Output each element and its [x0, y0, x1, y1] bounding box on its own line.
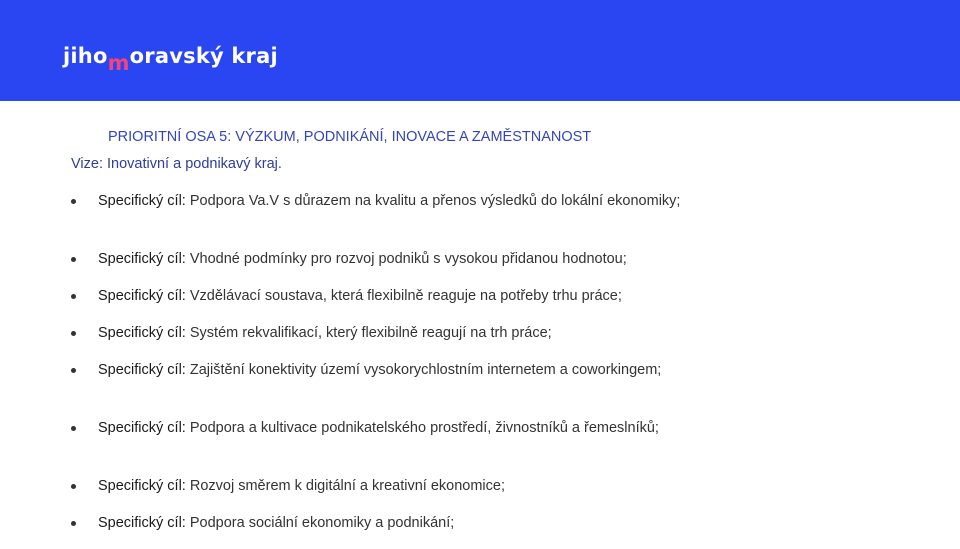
goal-label: Specifický cíl: — [98, 325, 186, 341]
list-item — [70, 475, 692, 497]
goal-label: Specifický cíl: — [98, 515, 186, 531]
bullet-icon — [71, 521, 76, 526]
goal-text: Vzdělávací soustava, která flexibilně reaguje na potřeby trhu práce; — [185, 288, 622, 304]
bullet-icon — [71, 257, 76, 262]
goal-label: Specifický cíl: — [98, 478, 186, 494]
goal-label: Specifický cíl: — [98, 362, 186, 378]
logo-text-start: jiho — [63, 44, 108, 68]
goal-text: Zajištění konektivity území vysokorychlostním internetem a coworkingem; — [185, 362, 662, 378]
logo-text-end: oravský kraj — [129, 44, 278, 68]
goal-label: Specifický cíl: — [98, 288, 186, 304]
list-item — [70, 285, 692, 307]
goals-list — [70, 190, 710, 549]
vision-statement: Vize: Inovativní a podnikavý kraj. — [71, 156, 282, 172]
goal-label: Specifický cíl: — [98, 251, 186, 267]
goal-text: Vhodné podmínky pro rozvoj podniků s vysokou přidanou hodnotou; — [185, 251, 627, 267]
list-item — [70, 322, 692, 344]
goal-text: Podpora Va.V s důrazem na kvalitu a přenos výsledků do lokální ekonomiky; — [185, 193, 681, 209]
goal-label: Specifický cíl: — [98, 193, 186, 209]
goal-text: Podpora sociální ekonomiky a podnikání; — [185, 515, 455, 531]
list-item — [70, 359, 692, 403]
header-banner — [0, 0, 960, 101]
list-item — [70, 248, 692, 270]
bullet-icon — [71, 199, 76, 204]
bullet-icon — [71, 294, 76, 299]
bullet-icon — [71, 368, 76, 373]
logo-m-mark: m — [107, 51, 130, 75]
goal-label: Specifický cíl: — [98, 420, 186, 436]
goal-text: Podpora a kultivace podnikatelského prostředí, živnostníků a řemeslníků; — [185, 420, 659, 436]
goal-text: Systém rekvalifikací, který flexibilně reagují na trh práce; — [185, 325, 552, 341]
goal-text: Rozvoj směrem k digitální a kreativní ekonomice; — [185, 478, 505, 494]
section-title: PRIORITNÍ OSA 5: VÝZKUM, PODNIKÁNÍ, INOVACE A ZAMĚSTNANOST — [108, 129, 592, 145]
logo — [63, 44, 278, 75]
bullet-icon — [71, 484, 76, 489]
bullet-icon — [71, 426, 76, 431]
list-item — [70, 512, 692, 534]
list-item — [70, 190, 692, 234]
list-item — [70, 417, 692, 461]
bullet-icon — [71, 331, 76, 336]
